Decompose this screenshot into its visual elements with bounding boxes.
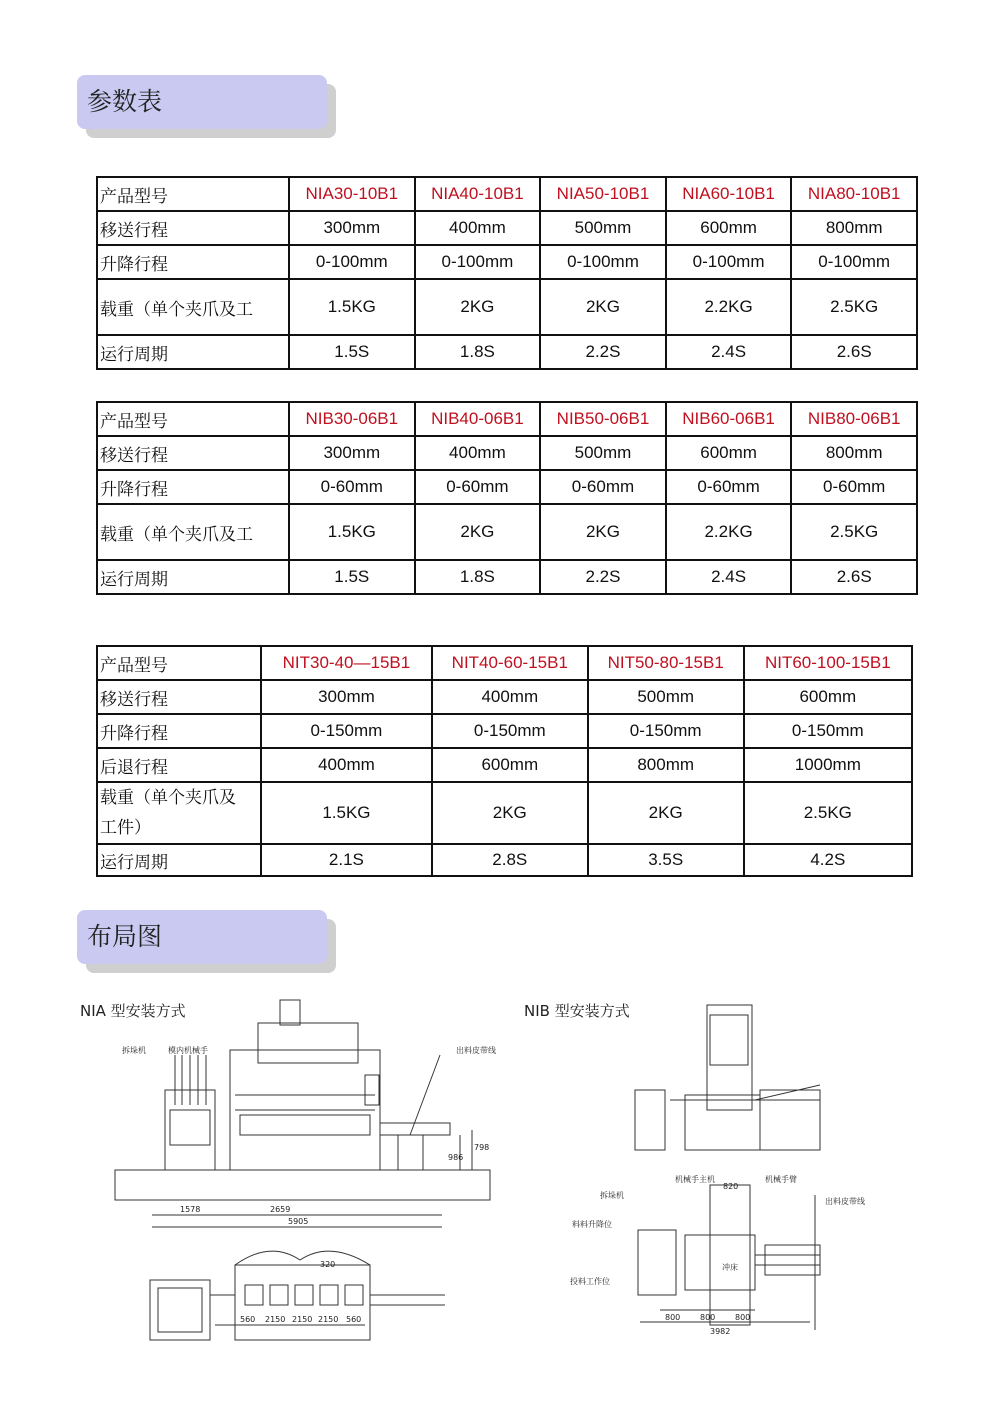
table-row	[97, 335, 917, 369]
value-cell: 600mm	[666, 436, 792, 470]
table-row	[97, 844, 912, 876]
row-label-text: 后退行程	[100, 757, 168, 778]
spec-table-nia	[96, 176, 918, 370]
nia-label-out-belt: 出料皮带线	[456, 1046, 496, 1055]
row-label-text: 运行周期	[100, 344, 168, 365]
row-label-text: 载重（单个夹爪及	[100, 788, 236, 808]
value-cell: 300mm	[289, 211, 415, 245]
nia-dim-h1: 986	[448, 1153, 464, 1162]
value-cell: 2.5KG	[791, 504, 917, 560]
value-cell: 2.2KG	[666, 504, 792, 560]
value-cell: 0-100mm	[666, 245, 792, 279]
value-cell: 0-60mm	[666, 470, 792, 504]
model-cell: NIT30-40—15B1	[261, 646, 432, 680]
nib-dim-c: 800	[735, 1313, 751, 1322]
table-row	[97, 470, 917, 504]
value-cell: 0-60mm	[289, 470, 415, 504]
value-cell: 2KG	[432, 782, 588, 844]
table-row	[97, 245, 917, 279]
value-cell: 3.5S	[588, 844, 744, 876]
table-row	[97, 748, 912, 782]
section-title-layout: 布局图	[77, 910, 327, 964]
nib-dim-total: 3982	[710, 1327, 731, 1336]
value-cell: 2KG	[540, 279, 666, 335]
row-label	[97, 279, 289, 335]
value-cell: 2.6S	[791, 335, 917, 369]
nia-dim-c: 2150	[292, 1315, 313, 1324]
nib-label-press: 冲床	[722, 1263, 738, 1272]
row-label-text: 升降行程	[100, 723, 168, 744]
model-cell: NIA50-10B1	[540, 177, 666, 211]
value-cell: 300mm	[261, 680, 432, 714]
nia-dim-a: 560	[240, 1315, 256, 1324]
row-label-text-line2: 工件）	[100, 818, 151, 838]
value-cell: 500mm	[540, 211, 666, 245]
nia-dim-total: 5905	[288, 1217, 309, 1226]
row-label-text: 产品型号	[100, 186, 168, 207]
value-cell: 1.8S	[415, 560, 541, 594]
row-label-text: 产品型号	[100, 411, 168, 432]
row-label-text: 产品型号	[100, 655, 168, 676]
row-label	[97, 211, 289, 245]
nia-dim-h2: 798	[474, 1143, 490, 1152]
row-label-text: 升降行程	[100, 479, 168, 500]
value-cell: 0-60mm	[540, 470, 666, 504]
value-cell: 0-150mm	[588, 714, 744, 748]
row-label	[97, 436, 289, 470]
table-row	[97, 211, 917, 245]
nib-layout-drawing	[560, 1000, 880, 1345]
value-cell: 500mm	[588, 680, 744, 714]
table-row	[97, 504, 917, 560]
nia-dim-b: 2150	[265, 1315, 286, 1324]
value-cell: 0-100mm	[289, 245, 415, 279]
row-label	[97, 245, 289, 279]
row-label	[97, 560, 289, 594]
table-row	[97, 177, 917, 211]
value-cell: 2.5KG	[791, 279, 917, 335]
table-row	[97, 402, 917, 436]
value-cell: 0-150mm	[261, 714, 432, 748]
value-cell: 2.2S	[540, 560, 666, 594]
value-cell: 2.2S	[540, 335, 666, 369]
row-label	[97, 402, 289, 436]
table-row	[97, 560, 917, 594]
model-cell: NIT50-80-15B1	[588, 646, 744, 680]
row-label	[97, 335, 289, 369]
value-cell: 2.1S	[261, 844, 432, 876]
value-cell: 0-100mm	[540, 245, 666, 279]
model-cell: NIB60-06B1	[666, 402, 792, 436]
nia-dim-e: 560	[346, 1315, 362, 1324]
value-cell: 800mm	[791, 436, 917, 470]
row-label	[97, 470, 289, 504]
value-cell: 600mm	[666, 211, 792, 245]
table-row	[97, 279, 917, 335]
nib-label-in-station: 料料升降位	[572, 1220, 612, 1229]
value-cell: 1.5KG	[289, 504, 415, 560]
value-cell: 600mm	[744, 680, 912, 714]
value-cell: 0-100mm	[791, 245, 917, 279]
value-cell: 1.5KG	[261, 782, 432, 844]
value-cell: 1.5S	[289, 335, 415, 369]
row-label-text: 移送行程	[100, 220, 168, 241]
nia-dim-left: 1578	[180, 1205, 201, 1214]
table-row	[97, 646, 912, 680]
model-cell: NIB50-06B1	[540, 402, 666, 436]
table-row	[97, 436, 917, 470]
row-label	[97, 504, 289, 560]
value-cell: 2.4S	[666, 335, 792, 369]
model-cell: NIT40-60-15B1	[432, 646, 588, 680]
nia-dim-d: 2150	[318, 1315, 339, 1324]
row-label-text: 移送行程	[100, 445, 168, 466]
table-row	[97, 714, 912, 748]
nib-dim-top: 820	[723, 1182, 739, 1191]
value-cell: 1.5KG	[289, 279, 415, 335]
model-cell: NIA80-10B1	[791, 177, 917, 211]
nib-label-robot-main: 机械手主机	[675, 1175, 715, 1184]
model-cell: NIB30-06B1	[289, 402, 415, 436]
row-label	[97, 844, 261, 876]
value-cell: 2KG	[415, 504, 541, 560]
section-title-params: 参数表	[77, 75, 327, 129]
value-cell: 400mm	[432, 680, 588, 714]
table-row	[97, 782, 912, 844]
nia-caption: NIA 型安装方式	[80, 1002, 186, 1020]
row-label	[97, 782, 261, 844]
value-cell: 400mm	[261, 748, 432, 782]
model-cell: NIB80-06B1	[791, 402, 917, 436]
table-row	[97, 680, 912, 714]
nib-caption: NIB 型安装方式	[524, 1002, 630, 1020]
row-label-text: 运行周期	[100, 852, 168, 873]
nia-dim-top: 320	[320, 1260, 336, 1269]
value-cell: 4.2S	[744, 844, 912, 876]
value-cell: 0-60mm	[791, 470, 917, 504]
model-cell: NIA30-10B1	[289, 177, 415, 211]
value-cell: 0-150mm	[432, 714, 588, 748]
value-cell: 1000mm	[744, 748, 912, 782]
row-label	[97, 646, 261, 680]
value-cell: 2.4S	[666, 560, 792, 594]
value-cell: 0-60mm	[415, 470, 541, 504]
nib-label-in-platform: 投料工作位	[570, 1277, 610, 1286]
spec-table-nib	[96, 401, 918, 595]
value-cell: 1.8S	[415, 335, 541, 369]
row-label	[97, 748, 261, 782]
nia-dim-mid: 2659	[270, 1205, 291, 1214]
nib-label-out-belt: 出料皮带线	[825, 1197, 865, 1206]
value-cell: 2.6S	[791, 560, 917, 594]
model-cell: NIB40-06B1	[415, 402, 541, 436]
row-label-text: 运行周期	[100, 569, 168, 590]
model-cell: NIA40-10B1	[415, 177, 541, 211]
value-cell: 400mm	[415, 211, 541, 245]
value-cell: 1.5S	[289, 560, 415, 594]
row-label-text: 载重（单个夹爪及工	[100, 299, 253, 320]
value-cell: 400mm	[415, 436, 541, 470]
nib-label-stacker: 拆垛机	[600, 1191, 624, 1200]
nib-label-robot-arm: 机械手臂	[765, 1175, 797, 1184]
value-cell: 0-150mm	[744, 714, 912, 748]
row-label-text: 载重（单个夹爪及工	[100, 524, 253, 545]
value-cell: 2KG	[540, 504, 666, 560]
spec-table-nit	[96, 645, 913, 877]
value-cell: 2.2KG	[666, 279, 792, 335]
value-cell: 2KG	[415, 279, 541, 335]
model-cell: NIT60-100-15B1	[744, 646, 912, 680]
row-label-text: 移送行程	[100, 689, 168, 710]
nia-layout-drawing	[110, 995, 500, 1355]
nib-dim-a: 800	[665, 1313, 681, 1322]
value-cell: 800mm	[588, 748, 744, 782]
value-cell: 600mm	[432, 748, 588, 782]
nib-dim-b: 800	[700, 1313, 716, 1322]
row-label	[97, 177, 289, 211]
value-cell: 2.8S	[432, 844, 588, 876]
model-cell: NIA60-10B1	[666, 177, 792, 211]
value-cell: 300mm	[289, 436, 415, 470]
row-label	[97, 714, 261, 748]
value-cell: 2.5KG	[744, 782, 912, 844]
nia-label-robot: 模内机械手	[168, 1046, 208, 1055]
value-cell: 2KG	[588, 782, 744, 844]
nia-label-stacker: 拆垛机	[122, 1046, 146, 1055]
row-label	[97, 680, 261, 714]
value-cell: 0-100mm	[415, 245, 541, 279]
row-label-text: 升降行程	[100, 254, 168, 275]
value-cell: 800mm	[791, 211, 917, 245]
value-cell: 500mm	[540, 436, 666, 470]
